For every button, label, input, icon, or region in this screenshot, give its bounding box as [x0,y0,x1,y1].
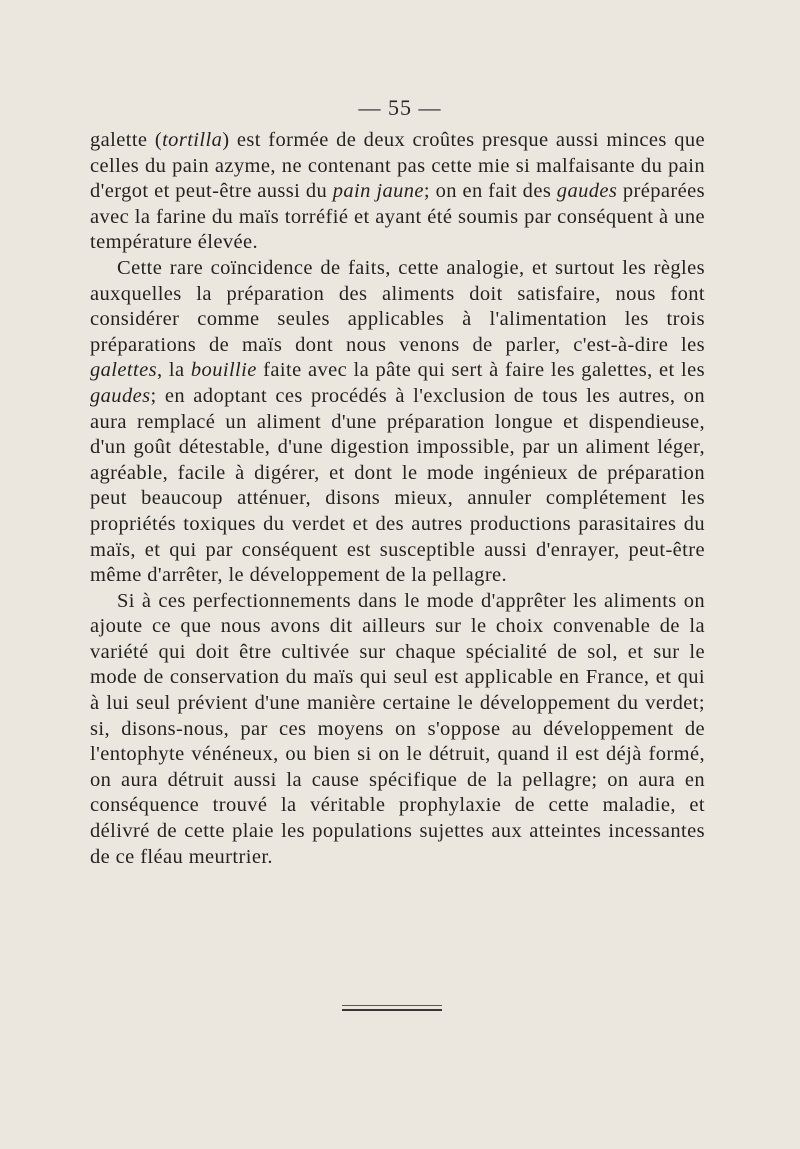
text-run: Cette rare coïncidence de faits, cette analogie, et surtout les règles auxquelles la préparation des aliments doit satisfaire, nous font considérer comme seules applicables à l'alimentation les trois préparations de maïs dont nous venons de parler, c'est-à-dire les [90,256,705,356]
body-text [90,128,705,870]
text-run: galette ( [90,129,163,151]
text-run: ) est formée de deux croûtes presque aussi minces que celles du pain azyme, ne contenant pas cette mie si malfaisante du pain d'ergot et peut-être aussi du [90,129,705,203]
text-run: , la [156,359,191,382]
page-number: — 55 — [358,95,442,120]
italic-text-run: tortilla [162,129,223,151]
section-separator-rule [342,1005,442,1011]
text-run: faite avec la pâte qui sert à faire les galettes, et les [256,359,706,382]
paragraph [90,128,705,256]
paragraph [90,589,705,871]
text-run: ; en adoptant ces procédés à l'exclusion de tous les autres, on aura remplacé un aliment d'une préparation longue et dispendieuse, d'un goût détestable, d'une digestion impossible, par un aliment léger, agréable, facile à digérer, et dont le mode ingénieux de préparation peut beaucoup atténuer, disons mieux, annuler complétement les propriétés toxiques du verdet et des autres productions parasitaires du maïs, et qui par conséquent est susceptible aussi d'enrayer, peut-être même d'arrêter, le développement de la pellagre. [90,384,705,587]
italic-text-run: gaudes [556,180,618,203]
paragraph [90,256,705,589]
text-run: Si à ces perfectionnements dans le mode d'apprêter les aliments on ajoute ce que nous avons dit ailleurs sur le choix convenable de la variété qui doit être cultivée sur chaque spécialité de sol, et sur le mode de conservation du maïs qui seul est applicable en France, et qui à lui seul prévient d'une manière certaine le développement du verdet; si, disons-nous, par ces moyens on s'oppose au développement de l'entophyte vénéneux, ou bien si on le détruit, quand il est déjà formé, on aura détruit aussi la cause spécifique de la pellagre; on aura en conséquence trouvé la véritable prophylaxie de cette maladie, et délivré de cette plaie les populations sujettes aux atteintes incessantes de ce fléau meurtrier. [90,589,705,868]
text-run: ; on en fait des [423,180,557,203]
italic-text-run: galettes [90,359,157,382]
italic-text-run: pain jaune [332,180,424,203]
italic-text-run: bouillie [190,359,257,382]
text-run: préparées avec la farine du maïs torréfié et ayant été soumis par conséquent à une température élevée. [90,180,705,254]
italic-text-run: gaudes [90,384,151,407]
